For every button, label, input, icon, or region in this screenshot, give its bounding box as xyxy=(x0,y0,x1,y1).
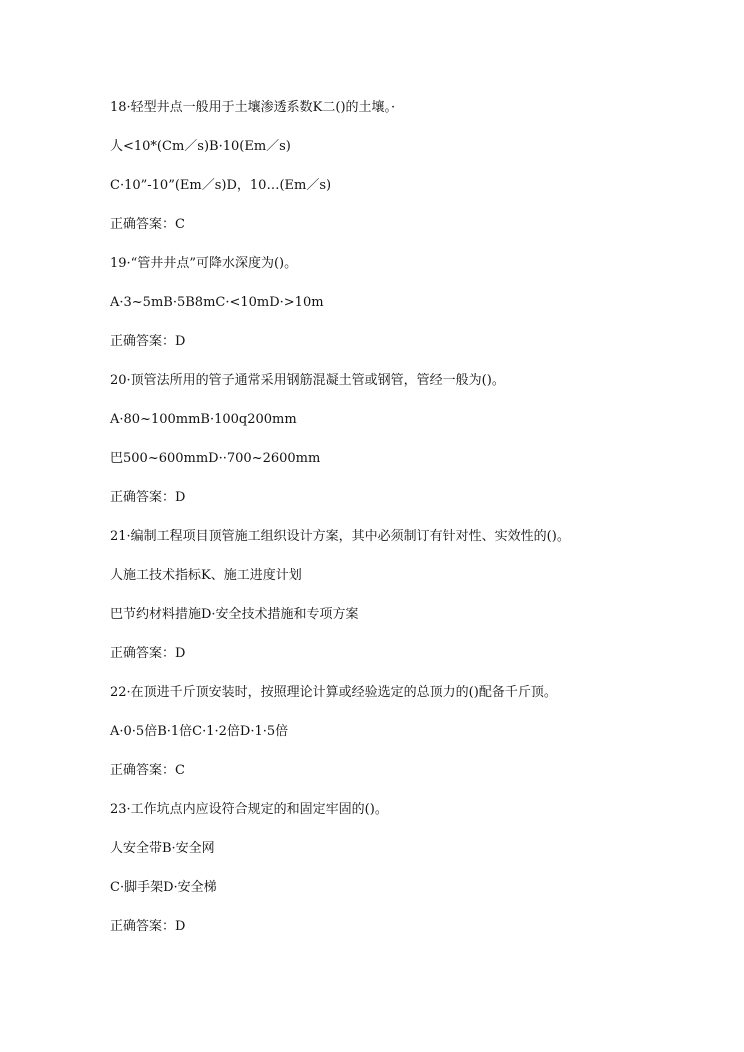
question-21: 21·编制工程项目顶管施工组织设计方案，其中必须制订有针对性、实效性的()。 xyxy=(110,529,570,544)
option-line: 巴500~600mmD··700~2600mm xyxy=(110,451,321,466)
option-line: A·0·5倍B·1倍C·1·2倍D·1·5倍 xyxy=(110,724,289,739)
option-line: 巴节约材料措施D·安全技术措施和专项方案 xyxy=(110,607,359,622)
answer-line: 正确答案：D xyxy=(110,646,186,661)
option-line: C·脚手架D·安全梯 xyxy=(110,880,217,895)
question-23: 23·工作坑点内应设符合规定的和固定牢固的()。 xyxy=(110,802,388,817)
option-line: C·10”-10”(Em／s)D，10…(Em／s) xyxy=(110,178,332,193)
option-line: 人施工技术指标K、施工进度计划 xyxy=(110,568,302,583)
answer-line: 正确答案：D xyxy=(110,490,186,505)
question-20: 20·顶管法所用的管子通常采用钢筋混凝土管或钢管，管经一般为()。 xyxy=(110,373,505,388)
question-22: 22·在顶进千斤顶安装时，按照理论计算或经验选定的总顶力的()配备千斤顶。 xyxy=(110,685,557,700)
answer-line: 正确答案：D xyxy=(110,919,186,934)
option-line: A·3~5mB·5B8mC·<10mD·>10m xyxy=(110,295,324,310)
answer-line: 正确答案：D xyxy=(110,334,186,349)
question-18: 18·轻型井点一般用于土壤渗透系数K二()的土壤。· xyxy=(110,100,396,115)
option-line: A·80~100mmB·100q200mm xyxy=(110,412,297,427)
answer-line: 正确答案：C xyxy=(110,763,185,778)
option-line: 人<10*(Cm／s)B·10(Em／s) xyxy=(110,139,291,154)
question-19: 19·“管井井点”可降水深度为()。 xyxy=(110,256,298,271)
answer-line: 正确答案：C xyxy=(110,217,185,232)
option-line: 人安全带B·安全网 xyxy=(110,841,215,856)
